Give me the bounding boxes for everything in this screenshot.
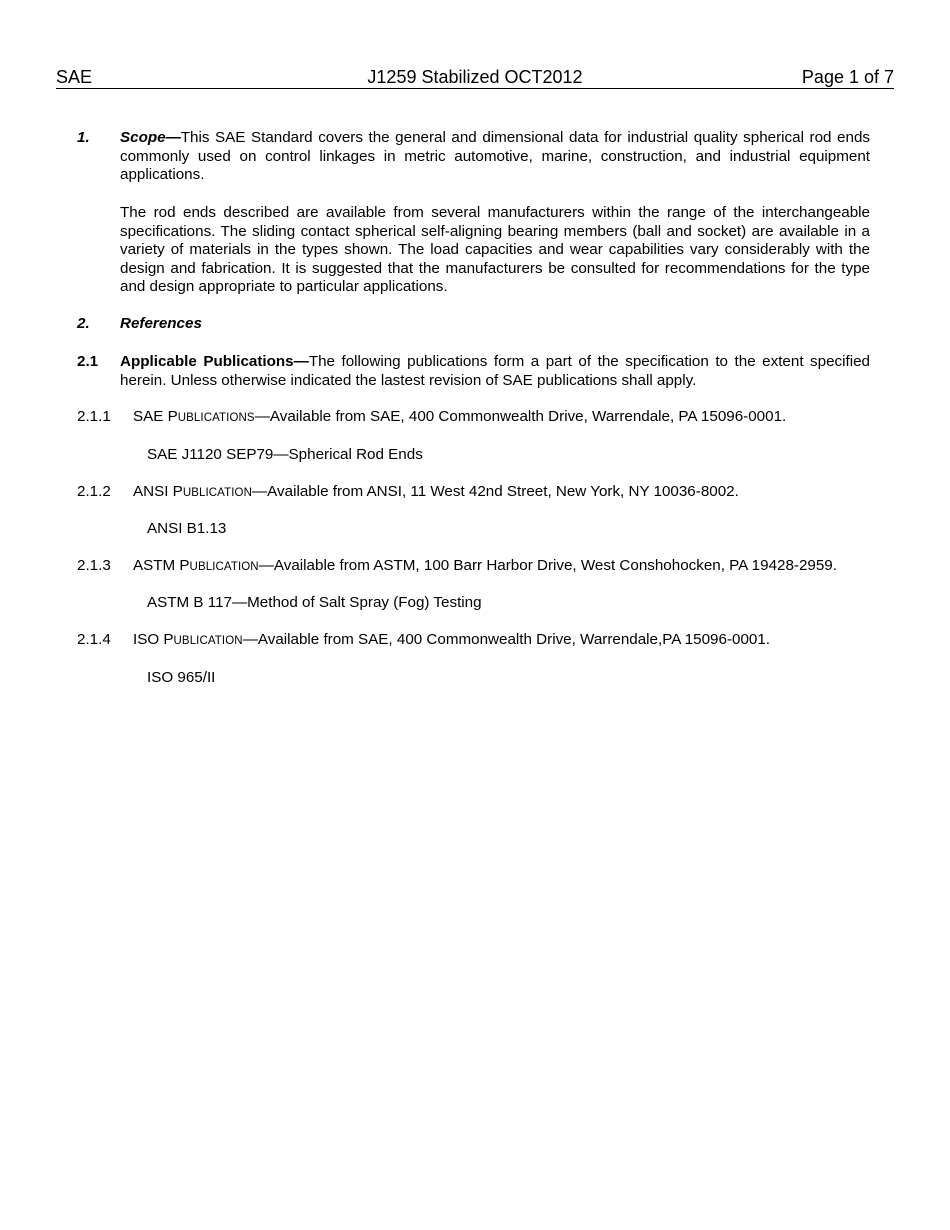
- section-1-paragraph-2: [77, 204, 870, 297]
- section-2-1-4-number: 2.1.4: [77, 631, 111, 648]
- header-doc-id: J1259 Stabilized OCT2012: [367, 67, 583, 87]
- reference-iso-965: ISO 965/II: [147, 669, 216, 686]
- section-2-number: 2.: [77, 315, 90, 332]
- section-2-1-2-text: —Available from ANSI, 11 West 42nd Street, New York, NY 10036-8002.: [251, 483, 739, 500]
- section-1-number: 1.: [77, 129, 90, 146]
- section-2-1-3-org: ASTM P: [133, 557, 190, 574]
- section-2-1: [77, 353, 870, 390]
- section-2-1-1-number: 2.1.1: [77, 408, 111, 425]
- section-2-1-1-smallcaps: UBLICATIONS: [177, 412, 255, 424]
- section-2-1-text: The following publications form a part of the specification to the extent specified herein. Unless otherwise indicated the lastest revision of SAE publications shall apply.: [120, 353, 870, 389]
- section-1-dash: —: [165, 129, 181, 146]
- section-2-1-3-number: 2.1.3: [77, 557, 111, 574]
- section-2-1-number: 2.1: [77, 353, 99, 370]
- section-2-1-3-smallcaps: UBLICATION: [189, 561, 259, 573]
- header-org: SAE: [56, 67, 93, 87]
- section-1-title: Scope: [120, 129, 166, 146]
- section-1-scope: [77, 129, 870, 185]
- section-2-1-1-text: —Available from SAE, 400 Commonwealth Drive, Warrendale, PA 15096-0001.: [254, 408, 787, 425]
- reference-ansi-b1-13: ANSI B1.13: [147, 520, 227, 537]
- section-1-para2-text: The rod ends described are available from several manufacturers within the range of the interchangeable specifications. The sliding contact spherical self-aligning bearing members (ball and socket) are available in a variety of materials in the types shown. The load capacities and wear capabilities vary considerably with the design and fabrication. It is suggested that the manufacturers be consulted for recommendations for the type and design appropriate to particular applications.: [120, 204, 870, 296]
- section-2-1-3-text: —Available from ASTM, 100 Barr Harbor Drive, West Conshohocken, PA 19428-2959.: [258, 557, 837, 574]
- section-2-1-2-smallcaps: UBLICATION: [182, 487, 252, 499]
- reference-astm-b117: ASTM B 117—Method of Salt Spray (Fog) Testing: [147, 594, 482, 611]
- section-2-1-4-org: ISO P: [133, 631, 174, 648]
- section-2-1-4-text: —Available from SAE, 400 Commonwealth Drive, Warrendale,PA 15096-0001.: [242, 631, 771, 648]
- section-2-references: [77, 315, 870, 334]
- reference-sae-j1120: SAE J1120 SEP79—Spherical Rod Ends: [147, 446, 423, 463]
- section-2-1-1-org: SAE P: [133, 408, 178, 425]
- section-2-1-2-org: ANSI P: [133, 483, 183, 500]
- section-2-1-2-number: 2.1.2: [77, 483, 111, 500]
- section-2-title: References: [120, 315, 202, 332]
- section-2-1-4-smallcaps: UBLICATION: [173, 635, 243, 647]
- page-header: [56, 66, 894, 89]
- header-page-number: Page 1 of 7: [801, 67, 894, 87]
- section-2-1-title: Applicable Publications—: [120, 353, 309, 370]
- section-1-text: This SAE Standard covers the general and dimensional data for industrial quality spherical rod ends commonly used on control linkages in metric automotive, marine, construction, and industrial equipment applications.: [120, 129, 870, 184]
- section-1-body: [120, 129, 870, 185]
